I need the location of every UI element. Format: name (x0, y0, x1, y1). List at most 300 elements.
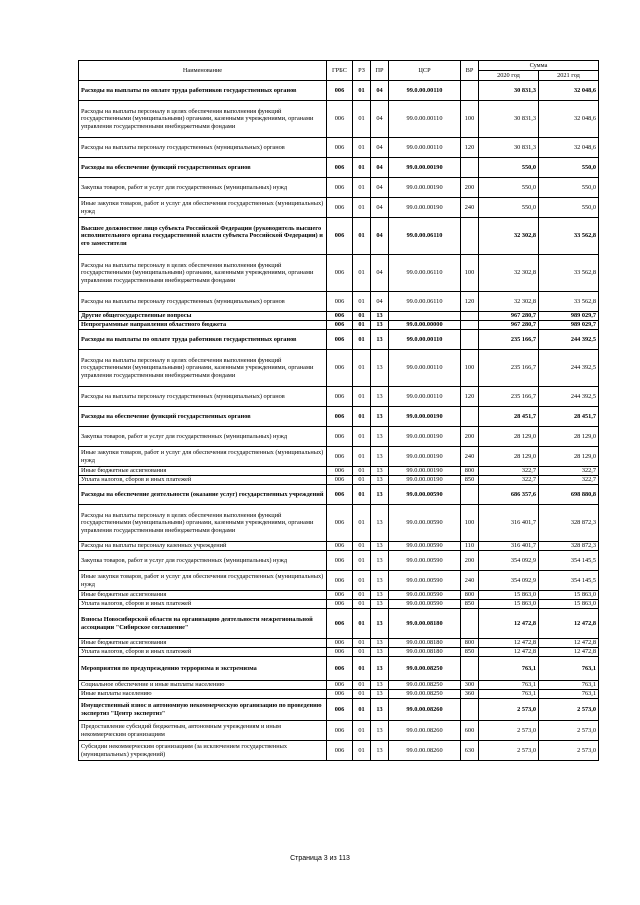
cell-grbs: 006 (327, 571, 353, 591)
cell-2020: 235 166,7 (479, 387, 539, 407)
cell-pr: 13 (371, 741, 389, 761)
cell-rz: 01 (353, 178, 371, 198)
cell-csr: 99.0.00.00590 (389, 505, 461, 542)
cell-vr: 850 (461, 476, 479, 485)
cell-2020: 354 092,9 (479, 571, 539, 591)
cell-name: Иные бюджетные ассигнования (79, 467, 327, 476)
cell-pr: 13 (371, 551, 389, 571)
cell-rz: 01 (353, 741, 371, 761)
cell-vr: 240 (461, 447, 479, 467)
cell-2021: 244 392,5 (539, 350, 599, 387)
cell-vr (461, 657, 479, 681)
page-number: Страница 3 из 113 (290, 855, 350, 862)
cell-csr: 99.0.00.00110 (389, 81, 461, 101)
cell-2021: 28 451,7 (539, 407, 599, 427)
table-row (79, 467, 599, 476)
cell-grbs: 006 (327, 485, 353, 505)
table-row (79, 81, 599, 101)
cell-csr: 99.0.00.00590 (389, 542, 461, 551)
cell-2021: 28 129,0 (539, 427, 599, 447)
cell-2021: 763,1 (539, 681, 599, 690)
cell-2020: 322,7 (479, 476, 539, 485)
cell-grbs: 006 (327, 158, 353, 178)
cell-csr: 99.0.00.00190 (389, 158, 461, 178)
cell-2020: 316 401,7 (479, 505, 539, 542)
cell-pr: 13 (371, 485, 389, 505)
cell-rz: 01 (353, 571, 371, 591)
cell-rz: 01 (353, 542, 371, 551)
table-row (79, 407, 599, 427)
cell-2021: 328 872,3 (539, 505, 599, 542)
cell-csr: 99.0.00.08260 (389, 699, 461, 721)
cell-pr: 13 (371, 542, 389, 551)
cell-name: Мероприятия по предупреждению терроризма и экстремизма (79, 657, 327, 681)
cell-pr: 04 (371, 255, 389, 292)
cell-2020: 763,1 (479, 690, 539, 699)
cell-csr: 99.0.00.08250 (389, 690, 461, 699)
cell-pr: 13 (371, 609, 389, 639)
cell-grbs: 006 (327, 387, 353, 407)
cell-vr (461, 330, 479, 350)
cell-vr: 360 (461, 690, 479, 699)
cell-csr: 99.0.00.00110 (389, 138, 461, 158)
cell-2020: 30 831,3 (479, 138, 539, 158)
cell-csr: 99.0.00.08180 (389, 639, 461, 648)
cell-vr: 300 (461, 681, 479, 690)
cell-2020: 2 573,0 (479, 741, 539, 761)
cell-2020: 235 166,7 (479, 350, 539, 387)
cell-2020: 12 472,8 (479, 639, 539, 648)
cell-grbs: 006 (327, 218, 353, 255)
cell-vr: 110 (461, 542, 479, 551)
cell-2021: 32 048,6 (539, 81, 599, 101)
cell-2021: 698 880,8 (539, 485, 599, 505)
cell-2021: 15 863,0 (539, 600, 599, 609)
cell-2021: 244 392,5 (539, 387, 599, 407)
cell-pr: 04 (371, 158, 389, 178)
cell-rz: 01 (353, 467, 371, 476)
cell-name: Расходы на обеспечение деятельности (оказание услуг) государственных учреждений (79, 485, 327, 505)
budget-table-container (78, 60, 598, 761)
cell-vr: 800 (461, 639, 479, 648)
table-row (79, 741, 599, 761)
cell-2021: 33 562,8 (539, 218, 599, 255)
cell-grbs: 006 (327, 648, 353, 657)
cell-rz: 01 (353, 639, 371, 648)
cell-name: Социальное обеспечение и иные выплаты населению (79, 681, 327, 690)
cell-name: Иные закупки товаров, работ и услуг для обеспечения государственных (муниципальных) нужд (79, 571, 327, 591)
cell-vr (461, 81, 479, 101)
cell-name: Иные закупки товаров, работ и услуг для обеспечения государственных (муниципальных) нужд (79, 198, 327, 218)
cell-2021: 33 562,8 (539, 255, 599, 292)
cell-rz: 01 (353, 255, 371, 292)
cell-pr: 13 (371, 591, 389, 600)
cell-2021: 989 029,7 (539, 312, 599, 321)
table-row (79, 600, 599, 609)
cell-pr: 13 (371, 681, 389, 690)
cell-csr: 99.0.00.00190 (389, 467, 461, 476)
cell-pr: 04 (371, 198, 389, 218)
cell-vr: 100 (461, 350, 479, 387)
cell-csr: 99.0.00.06110 (389, 255, 461, 292)
table-row (79, 321, 599, 330)
cell-grbs: 006 (327, 407, 353, 427)
cell-rz: 01 (353, 81, 371, 101)
cell-2020: 28 451,7 (479, 407, 539, 427)
cell-name: Расходы на выплаты персоналу в целях обеспечения выполнения функций государственными (муниципальными) органами, казенными учреждениями, органами управления государственными внебюджетными фондами (79, 255, 327, 292)
cell-2021: 322,7 (539, 467, 599, 476)
cell-2020: 763,1 (479, 657, 539, 681)
cell-vr (461, 218, 479, 255)
cell-csr: 99.0.00.00110 (389, 330, 461, 350)
cell-csr: 99.0.00.00190 (389, 476, 461, 485)
cell-csr: 99.0.00.06110 (389, 292, 461, 312)
cell-vr: 850 (461, 600, 479, 609)
cell-grbs: 006 (327, 178, 353, 198)
table-row (79, 158, 599, 178)
cell-2020: 15 863,0 (479, 600, 539, 609)
col-header-2021: 2021 год (539, 71, 599, 81)
cell-rz: 01 (353, 505, 371, 542)
cell-pr: 04 (371, 178, 389, 198)
cell-grbs: 006 (327, 551, 353, 571)
col-header-csr: ЦСР (389, 61, 461, 81)
col-header-grbs: ГРБС (327, 61, 353, 81)
cell-csr: 99.0.00.00190 (389, 407, 461, 427)
cell-name: Закупка товаров, работ и услуг для государственных (муниципальных) нужд (79, 178, 327, 198)
cell-rz: 01 (353, 427, 371, 447)
table-row (79, 292, 599, 312)
cell-2021: 989 029,7 (539, 321, 599, 330)
cell-vr (461, 699, 479, 721)
cell-name: Расходы на обеспечение функций государственных органов (79, 407, 327, 427)
cell-pr: 13 (371, 505, 389, 542)
cell-vr: 630 (461, 741, 479, 761)
cell-vr: 200 (461, 427, 479, 447)
cell-grbs: 006 (327, 138, 353, 158)
cell-grbs: 006 (327, 467, 353, 476)
cell-rz: 01 (353, 387, 371, 407)
cell-2021: 12 472,8 (539, 648, 599, 657)
cell-2020: 15 863,0 (479, 591, 539, 600)
cell-rz: 01 (353, 657, 371, 681)
table-row (79, 505, 599, 542)
table-row (79, 218, 599, 255)
cell-2020: 30 831,3 (479, 81, 539, 101)
cell-vr: 100 (461, 505, 479, 542)
cell-vr (461, 407, 479, 427)
cell-csr: 99.0.00.00590 (389, 591, 461, 600)
cell-2021: 322,7 (539, 476, 599, 485)
cell-2020: 2 573,0 (479, 721, 539, 741)
cell-csr: 99.0.00.08250 (389, 657, 461, 681)
cell-rz: 01 (353, 101, 371, 138)
cell-name: Расходы на выплаты персоналу в целях обеспечения выполнения функций государственными (муниципальными) органами, казенными учреждениями, органами управления государственными внебюджетными фондами (79, 505, 327, 542)
cell-vr: 800 (461, 467, 479, 476)
cell-rz: 01 (353, 312, 371, 321)
cell-grbs: 006 (327, 657, 353, 681)
cell-grbs: 006 (327, 505, 353, 542)
cell-grbs: 006 (327, 699, 353, 721)
cell-grbs: 006 (327, 312, 353, 321)
cell-csr: 99.0.00.00190 (389, 427, 461, 447)
cell-pr: 13 (371, 427, 389, 447)
cell-csr: 99.0.00.00190 (389, 178, 461, 198)
cell-rz: 01 (353, 350, 371, 387)
table-row (79, 178, 599, 198)
cell-name: Взносы Новосибирской области на организацию деятельности межрегиональной ассоциации "Сибирское соглашение" (79, 609, 327, 639)
cell-rz: 01 (353, 485, 371, 505)
cell-grbs: 006 (327, 639, 353, 648)
cell-pr: 13 (371, 321, 389, 330)
cell-pr: 13 (371, 447, 389, 467)
cell-2020: 550,0 (479, 178, 539, 198)
cell-rz: 01 (353, 218, 371, 255)
table-row (79, 350, 599, 387)
cell-grbs: 006 (327, 721, 353, 741)
col-header-rz: РЗ (353, 61, 371, 81)
cell-name: Непрограммные направления областного бюджета (79, 321, 327, 330)
cell-rz: 01 (353, 721, 371, 741)
table-row (79, 427, 599, 447)
table-row (79, 387, 599, 407)
cell-2020: 322,7 (479, 467, 539, 476)
table-row (79, 699, 599, 721)
cell-csr: 99.0.00.08260 (389, 741, 461, 761)
cell-2021: 15 863,0 (539, 591, 599, 600)
cell-pr: 13 (371, 350, 389, 387)
cell-2020: 30 831,3 (479, 101, 539, 138)
col-header-sum: Сумма (479, 61, 599, 71)
cell-name: Высшее должностное лицо субъекта Российской Федерации (руководитель высшего исполнительного органа государственной власти субъекта Российской Федерации) и его заместители (79, 218, 327, 255)
cell-grbs: 006 (327, 447, 353, 467)
cell-csr: 99.0.00.00590 (389, 571, 461, 591)
cell-2021: 12 472,8 (539, 639, 599, 648)
cell-2020: 967 280,7 (479, 321, 539, 330)
cell-2021: 550,0 (539, 158, 599, 178)
cell-grbs: 006 (327, 542, 353, 551)
table-row (79, 721, 599, 741)
cell-pr: 13 (371, 639, 389, 648)
cell-2021: 32 048,6 (539, 138, 599, 158)
table-row (79, 657, 599, 681)
cell-pr: 13 (371, 571, 389, 591)
cell-vr: 100 (461, 101, 479, 138)
table-row (79, 476, 599, 485)
cell-name: Расходы на выплаты по оплате труда работников государственных органов (79, 81, 327, 101)
cell-pr: 04 (371, 218, 389, 255)
table-row (79, 639, 599, 648)
table-row (79, 447, 599, 467)
cell-rz: 01 (353, 551, 371, 571)
cell-2021: 328 872,3 (539, 542, 599, 551)
cell-name: Уплата налогов, сборов и иных платежей (79, 648, 327, 657)
cell-name: Иные закупки товаров, работ и услуг для обеспечения государственных (муниципальных) нужд (79, 447, 327, 467)
cell-pr: 13 (371, 690, 389, 699)
cell-rz: 01 (353, 158, 371, 178)
cell-pr: 13 (371, 699, 389, 721)
cell-2020: 235 166,7 (479, 330, 539, 350)
cell-csr: 99.0.00.06110 (389, 218, 461, 255)
cell-grbs: 006 (327, 681, 353, 690)
cell-grbs: 006 (327, 292, 353, 312)
cell-name: Расходы на выплаты персоналу государственных (муниципальных) органов (79, 138, 327, 158)
cell-name: Расходы на обеспечение функций государственных органов (79, 158, 327, 178)
cell-2020: 316 401,7 (479, 542, 539, 551)
cell-name: Закупка товаров, работ и услуг для государственных (муниципальных) нужд (79, 427, 327, 447)
cell-vr (461, 609, 479, 639)
cell-name: Расходы на выплаты по оплате труда работников государственных органов (79, 330, 327, 350)
cell-grbs: 006 (327, 350, 353, 387)
cell-grbs: 006 (327, 609, 353, 639)
cell-2021: 32 048,6 (539, 101, 599, 138)
cell-name: Предоставление субсидий бюджетным, автономным учреждениям и иным некоммерческим организациям (79, 721, 327, 741)
table-row (79, 330, 599, 350)
cell-rz: 01 (353, 648, 371, 657)
cell-rz: 01 (353, 138, 371, 158)
cell-rz: 01 (353, 609, 371, 639)
cell-pr: 04 (371, 292, 389, 312)
cell-2020: 12 472,8 (479, 648, 539, 657)
cell-2020: 28 129,0 (479, 427, 539, 447)
cell-pr: 04 (371, 81, 389, 101)
cell-grbs: 006 (327, 255, 353, 292)
cell-pr: 13 (371, 330, 389, 350)
cell-2021: 550,0 (539, 178, 599, 198)
cell-name: Расходы на выплаты персоналу казенных учреждений (79, 542, 327, 551)
cell-csr: 99.0.00.08260 (389, 721, 461, 741)
cell-vr: 100 (461, 255, 479, 292)
table-row (79, 690, 599, 699)
cell-rz: 01 (353, 699, 371, 721)
cell-rz: 01 (353, 690, 371, 699)
cell-vr: 120 (461, 292, 479, 312)
cell-2021: 763,1 (539, 690, 599, 699)
cell-rz: 01 (353, 330, 371, 350)
cell-csr (389, 312, 461, 321)
cell-grbs: 006 (327, 321, 353, 330)
cell-csr: 99.0.00.00110 (389, 101, 461, 138)
cell-grbs: 006 (327, 591, 353, 600)
cell-2020: 967 280,7 (479, 312, 539, 321)
cell-name: Иные выплаты населению (79, 690, 327, 699)
cell-name: Закупка товаров, работ и услуг для государственных (муниципальных) нужд (79, 551, 327, 571)
cell-rz: 01 (353, 476, 371, 485)
cell-csr: 99.0.00.08180 (389, 648, 461, 657)
cell-pr: 13 (371, 312, 389, 321)
cell-csr: 99.0.00.00590 (389, 551, 461, 571)
cell-name: Иные бюджетные ассигнования (79, 639, 327, 648)
cell-2021: 2 573,0 (539, 721, 599, 741)
cell-name: Уплата налогов, сборов и иных платежей (79, 476, 327, 485)
cell-vr: 800 (461, 591, 479, 600)
table-row (79, 551, 599, 571)
col-header-pr: ПР (371, 61, 389, 81)
cell-name: Расходы на выплаты персоналу государственных (муниципальных) органов (79, 387, 327, 407)
table-row (79, 681, 599, 690)
cell-2021: 2 573,0 (539, 741, 599, 761)
table-row (79, 542, 599, 551)
col-header-2020: 2020 год (479, 71, 539, 81)
cell-pr: 04 (371, 138, 389, 158)
cell-rz: 01 (353, 591, 371, 600)
cell-grbs: 006 (327, 81, 353, 101)
cell-2021: 12 472,8 (539, 609, 599, 639)
table-row (79, 485, 599, 505)
table-row (79, 198, 599, 218)
cell-rz: 01 (353, 447, 371, 467)
cell-rz: 01 (353, 292, 371, 312)
cell-2021: 2 573,0 (539, 699, 599, 721)
table-row (79, 591, 599, 600)
cell-grbs: 006 (327, 690, 353, 699)
cell-grbs: 006 (327, 427, 353, 447)
cell-rz: 01 (353, 600, 371, 609)
cell-pr: 13 (371, 476, 389, 485)
cell-name: Уплата налогов, сборов и иных платежей (79, 600, 327, 609)
table-row (79, 648, 599, 657)
cell-2021: 354 145,5 (539, 551, 599, 571)
cell-name: Другие общегосударственные вопросы (79, 312, 327, 321)
cell-csr: 99.0.00.00000 (389, 321, 461, 330)
cell-2020: 2 573,0 (479, 699, 539, 721)
table-row (79, 571, 599, 591)
cell-pr: 13 (371, 721, 389, 741)
cell-2021: 354 145,5 (539, 571, 599, 591)
cell-2020: 32 302,8 (479, 255, 539, 292)
cell-2021: 550,0 (539, 198, 599, 218)
cell-csr: 99.0.00.00110 (389, 387, 461, 407)
cell-grbs: 006 (327, 198, 353, 218)
cell-pr: 13 (371, 600, 389, 609)
cell-vr (461, 158, 479, 178)
cell-csr: 99.0.00.00590 (389, 485, 461, 505)
cell-2020: 28 129,0 (479, 447, 539, 467)
cell-vr: 120 (461, 138, 479, 158)
cell-vr: 240 (461, 571, 479, 591)
cell-vr: 200 (461, 178, 479, 198)
cell-name: Расходы на выплаты персоналу государственных (муниципальных) органов (79, 292, 327, 312)
table-row (79, 312, 599, 321)
cell-grbs: 006 (327, 600, 353, 609)
cell-vr: 120 (461, 387, 479, 407)
cell-vr: 240 (461, 198, 479, 218)
table-body (79, 81, 599, 761)
cell-csr: 99.0.00.08180 (389, 609, 461, 639)
cell-csr: 99.0.00.08250 (389, 681, 461, 690)
cell-2020: 550,0 (479, 158, 539, 178)
cell-name: Имущественный взнос в автономную некоммерческую организацию по проведению экспертиз "Центр экспертиз" (79, 699, 327, 721)
cell-2020: 550,0 (479, 198, 539, 218)
table-row (79, 138, 599, 158)
cell-rz: 01 (353, 407, 371, 427)
cell-name: Субсидии некоммерческим организациям (за исключением государственных (муниципальных) учреждений) (79, 741, 327, 761)
cell-pr: 04 (371, 101, 389, 138)
cell-pr: 13 (371, 407, 389, 427)
cell-vr (461, 312, 479, 321)
cell-grbs: 006 (327, 330, 353, 350)
cell-grbs: 006 (327, 101, 353, 138)
cell-2021: 763,1 (539, 657, 599, 681)
cell-vr: 600 (461, 721, 479, 741)
cell-pr: 13 (371, 657, 389, 681)
cell-2020: 12 472,8 (479, 609, 539, 639)
cell-csr: 99.0.00.00590 (389, 600, 461, 609)
cell-2021: 244 392,5 (539, 330, 599, 350)
cell-vr: 200 (461, 551, 479, 571)
budget-table (78, 60, 599, 761)
cell-name: Расходы на выплаты персоналу в целях обеспечения выполнения функций государственными (муниципальными) органами, казенными учреждениями, органами управления государственными внебюджетными фондами (79, 101, 327, 138)
